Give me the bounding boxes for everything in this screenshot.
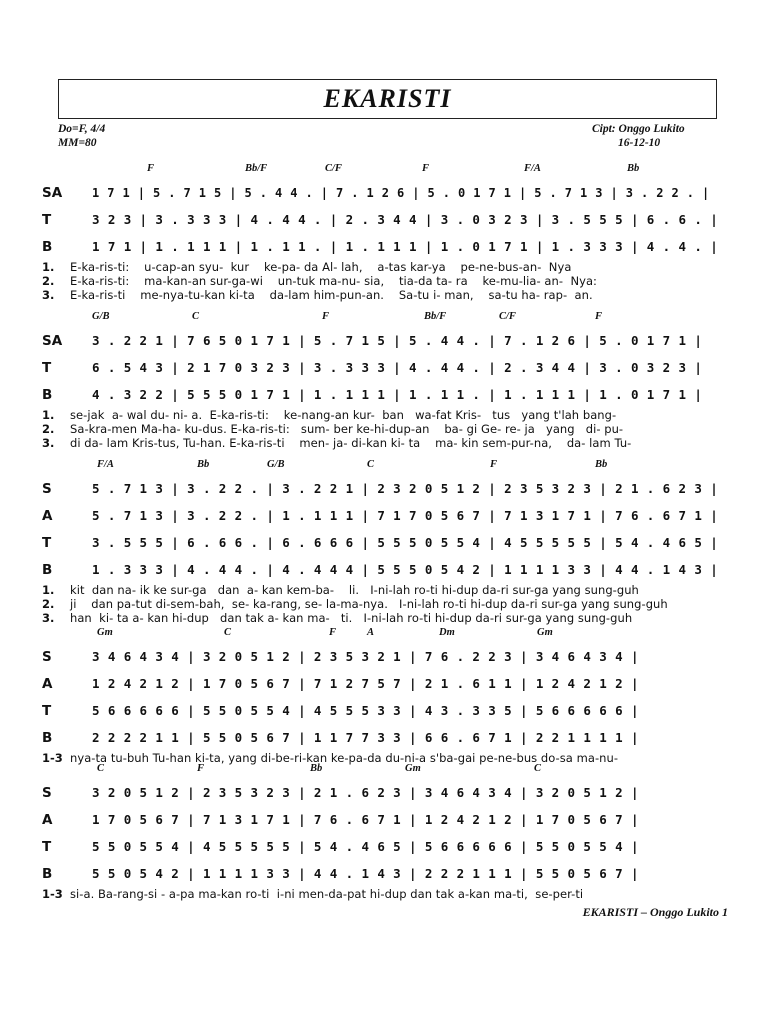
voice-notes: 1 7 0 5 6 7 | 7 1 3 1 7 1 | 7 6 . 6 7 1 | 1 2 4 2 1 2 | 1 7 0 5 6 7 |	[92, 812, 639, 827]
verse-number: 2.	[42, 274, 55, 288]
verse-number: 1-3	[42, 887, 63, 901]
voice-label: B	[42, 865, 53, 882]
chord-symbol: C/F	[325, 163, 342, 174]
voice-label: B	[42, 561, 53, 578]
lyric-line	[42, 597, 732, 611]
voice-notes: 2 2 2 2 1 1 | 5 5 0 5 6 7 | 1 1 7 7 3 3 | 6 6 . 6 7 1 | 2 2 1 1 1 1 |	[92, 730, 639, 745]
verse-number: 1-3	[42, 751, 63, 765]
lyric-text: han ki- ta a- kan hi-dup dan tak a- kan ma- ti. I-ni-lah ro-ti hi-dup da-ri sur-ga yang sung-guh	[70, 611, 633, 625]
lyric-line	[42, 288, 732, 302]
composition-date: 16-12-10	[618, 137, 661, 149]
tempo-marking: MM=80	[58, 137, 97, 149]
chord-symbol: C	[97, 763, 105, 774]
voice-row	[42, 381, 732, 408]
chord-row	[42, 763, 732, 779]
voice-row	[42, 233, 732, 260]
lyric-text: ji dan pa-tut di-sem-bah, se- ka-rang, se- la-ma-nya. I-ni-lah ro-ti hi-dup da-ri sur-ga yang sung-guh	[70, 597, 668, 611]
voice-row	[42, 670, 732, 697]
chord-symbol: F/A	[97, 459, 114, 470]
voice-label: B	[42, 238, 53, 255]
lyrics-block	[42, 583, 732, 625]
music-system-2	[42, 311, 732, 450]
voice-notes: 5 6 6 6 6 6 | 5 5 0 5 5 4 | 4 5 5 5 3 3 | 4 3 . 3 3 5 | 5 6 6 6 6 6 |	[92, 703, 639, 718]
lyric-text: se-jak a- wal du- ni- a. E-ka-ris-ti: ke-nang-an kur- ban wa-fat Kris- tus yang t'lah bang-	[70, 408, 617, 422]
verse-number: 2.	[42, 597, 55, 611]
lyric-text: si-a. Ba-rang-si - a-pa ma-kan ro-ti i-ni men-da-pat hi-dup dan tak a-kan ma-ti, se-per-ti	[70, 887, 584, 901]
chord-symbol: Gm	[405, 763, 421, 774]
music-system-3	[42, 459, 732, 625]
voice-row	[42, 833, 732, 860]
lyric-text: Sa-kra-men Ma-ha- ku-dus. E-ka-ris-ti: sum- ber ke-hi-dup-an ba- gi Ge- re- ja yang di- pu-	[70, 422, 624, 436]
voice-label: T	[42, 211, 52, 228]
verse-number: 3.	[42, 611, 55, 625]
chord-symbol: C/F	[499, 311, 516, 322]
lyric-line	[42, 611, 732, 625]
verse-number: 3.	[42, 436, 55, 450]
voice-row	[42, 179, 732, 206]
chord-symbol: Bb	[627, 163, 640, 174]
chord-symbol: F	[490, 459, 498, 470]
chord-symbol: F	[595, 311, 603, 322]
voice-label: T	[42, 534, 52, 551]
lyric-text: kit dan na- ik ke sur-ga dan a- kan kem-ba- li. I-ni-lah ro-ti hi-dup da-ri sur-ga yang sung-guh	[70, 583, 639, 597]
chord-row	[42, 163, 732, 179]
lyrics-block	[42, 408, 732, 450]
voice-row	[42, 206, 732, 233]
verse-number: 2.	[42, 422, 55, 436]
voice-label: A	[42, 811, 53, 828]
voice-row	[42, 556, 732, 583]
lyric-line	[42, 583, 732, 597]
voice-label: S	[42, 648, 52, 665]
lyrics-block	[42, 260, 732, 302]
verse-number: 1.	[42, 260, 55, 274]
chord-symbol: Bb	[197, 459, 210, 470]
chord-symbol: F	[197, 763, 205, 774]
lyric-text: nya-ta tu-buh Tu-han ki-ta, yang di-be-ri-kan ke-pa-da du-ni-a s'ba-gai pe-ne-bus do-sa ma-nu-	[70, 751, 619, 765]
voice-notes: 1 7 1 | 5 . 7 1 5 | 5 . 4 4 . | 7 . 1 2 6 | 5 . 0 1 7 1 | 5 . 7 1 3 | 3 . 2 2 . |	[92, 185, 710, 200]
voice-row	[42, 697, 732, 724]
voice-row	[42, 860, 732, 887]
chord-symbol: A	[367, 627, 375, 638]
chord-symbol: Bb/F	[424, 311, 447, 322]
voice-notes: 3 . 5 5 5 | 6 . 6 6 . | 6 . 6 6 6 | 5 5 5 0 5 5 4 | 4 5 5 5 5 5 | 5 4 . 4 6 5 |	[92, 535, 719, 550]
voice-label: A	[42, 675, 53, 692]
chord-symbol: C	[192, 311, 200, 322]
voice-row	[42, 724, 732, 751]
voice-label: B	[42, 729, 53, 746]
chord-symbol: C	[224, 627, 232, 638]
voice-label: S	[42, 784, 52, 801]
lyric-line	[42, 422, 732, 436]
page-footer: EKARISTI – Onggo Lukito 1	[582, 905, 728, 919]
chord-symbol: F	[422, 163, 430, 174]
voice-notes: 1 . 3 3 3 | 4 . 4 4 . | 4 . 4 4 4 | 5 5 5 0 5 4 2 | 1 1 1 1 3 3 | 4 4 . 1 4 3 |	[92, 562, 719, 577]
composer-credit: Cipt: Onggo Lukito	[592, 123, 685, 135]
chord-symbol: F/A	[524, 163, 541, 174]
chord-row	[42, 627, 732, 643]
voice-label: S	[42, 480, 52, 497]
chord-row	[42, 311, 732, 327]
voice-label: T	[42, 359, 52, 376]
chord-symbol: G/B	[92, 311, 110, 322]
lyric-text: E-ka-ris-ti: ma-kan-an sur-ga-wi un-tuk ma-nu- sia, tia-da ta- ra ke-mu-lia- an- Nya:	[70, 274, 597, 288]
lyrics-block	[42, 887, 732, 901]
chord-symbol: F	[322, 311, 330, 322]
lyric-text: di da- lam Kris-tus, Tu-han. E-ka-ris-ti men- ja- di-kan ki- ta ma- kin sem-pur-na, da- lam Tu-	[70, 436, 632, 450]
voice-label: B	[42, 386, 53, 403]
chord-symbol: Gm	[537, 627, 553, 638]
title-box	[58, 79, 717, 119]
verse-number: 1.	[42, 408, 55, 422]
chord-symbol: C	[367, 459, 375, 470]
music-system-1	[42, 163, 732, 302]
voice-label: T	[42, 702, 52, 719]
voice-notes: 1 7 1 | 1 . 1 1 1 | 1 . 1 1 . | 1 . 1 1 1 | 1 . 0 1 7 1 | 1 . 3 3 3 | 4 . 4 . |	[92, 239, 719, 254]
voice-notes: 5 5 0 5 4 2 | 1 1 1 1 3 3 | 4 4 . 1 4 3 | 2 2 2 1 1 1 | 5 5 0 5 6 7 |	[92, 866, 639, 881]
voice-row	[42, 475, 732, 502]
music-system-4	[42, 627, 732, 765]
voice-notes: 3 2 0 5 1 2 | 2 3 5 3 2 3 | 2 1 . 6 2 3 | 3 4 6 4 3 4 | 3 2 0 5 1 2 |	[92, 785, 639, 800]
chord-symbol: Dm	[439, 627, 455, 638]
voice-notes: 5 . 7 1 3 | 3 . 2 2 . | 3 . 2 2 1 | 2 3 2 0 5 1 2 | 2 3 5 3 2 3 | 2 1 . 6 2 3 |	[92, 481, 719, 496]
voice-label: SA	[42, 184, 63, 201]
lyric-line	[42, 260, 732, 274]
voice-row	[42, 354, 732, 381]
lyric-text: E-ka-ris-ti: u-cap-an syu- kur ke-pa- da Al- lah, a-tas kar-ya pe-ne-bus-an- Nya	[70, 260, 572, 274]
chord-symbol: Gm	[97, 627, 113, 638]
voice-notes: 3 2 3 | 3 . 3 3 3 | 4 . 4 4 . | 2 . 3 4 4 | 3 . 0 3 2 3 | 3 . 5 5 5 | 6 . 6 . |	[92, 212, 719, 227]
voice-row	[42, 327, 732, 354]
voice-row	[42, 643, 732, 670]
voice-label: A	[42, 507, 53, 524]
chord-symbol: G/B	[267, 459, 285, 470]
lyric-line	[42, 408, 732, 422]
voice-label: T	[42, 838, 52, 855]
voice-row	[42, 779, 732, 806]
voice-notes: 5 5 0 5 5 4 | 4 5 5 5 5 5 | 5 4 . 4 6 5 | 5 6 6 6 6 6 | 5 5 0 5 5 4 |	[92, 839, 639, 854]
voice-row	[42, 806, 732, 833]
voice-row	[42, 502, 732, 529]
lyric-line	[42, 274, 732, 288]
lyric-text: E-ka-ris-ti me-nya-tu-kan ki-ta da-lam him-pun-an. Sa-tu i- man, sa-tu ha- rap- an.	[70, 288, 593, 302]
verse-number: 1.	[42, 583, 55, 597]
voice-notes: 3 . 2 2 1 | 7 6 5 0 1 7 1 | 5 . 7 1 5 | 5 . 4 4 . | 7 . 1 2 6 | 5 . 0 1 7 1 |	[92, 333, 703, 348]
chord-symbol: F	[329, 627, 337, 638]
lyric-line	[42, 887, 732, 901]
music-system-5	[42, 763, 732, 901]
lyric-line	[42, 436, 732, 450]
page-title: EKARISTI	[323, 84, 452, 113]
chord-row	[42, 459, 732, 475]
chord-symbol: Bb	[310, 763, 323, 774]
chord-symbol: Bb	[595, 459, 608, 470]
chord-symbol: C	[534, 763, 542, 774]
chord-symbol: Bb/F	[245, 163, 268, 174]
voice-row	[42, 529, 732, 556]
voice-notes: 1 2 4 2 1 2 | 1 7 0 5 6 7 | 7 1 2 7 5 7 | 2 1 . 6 1 1 | 1 2 4 2 1 2 |	[92, 676, 639, 691]
chord-symbol: F	[147, 163, 155, 174]
voice-label: SA	[42, 332, 63, 349]
voice-notes: 5 . 7 1 3 | 3 . 2 2 . | 1 . 1 1 1 | 7 1 7 0 5 6 7 | 7 1 3 1 7 1 | 7 6 . 6 7 1 |	[92, 508, 719, 523]
key-time-signature: Do=F, 4/4	[58, 123, 106, 135]
verse-number: 3.	[42, 288, 55, 302]
voice-notes: 4 . 3 2 2 | 5 5 5 0 1 7 1 | 1 . 1 1 1 | 1 . 1 1 . | 1 . 1 1 1 | 1 . 0 1 7 1 |	[92, 387, 703, 402]
voice-notes: 6 . 5 4 3 | 2 1 7 0 3 2 3 | 3 . 3 3 3 | 4 . 4 4 . | 2 . 3 4 4 | 3 . 0 3 2 3 |	[92, 360, 703, 375]
voice-notes: 3 4 6 4 3 4 | 3 2 0 5 1 2 | 2 3 5 3 2 1 | 7 6 . 2 2 3 | 3 4 6 4 3 4 |	[92, 649, 639, 664]
